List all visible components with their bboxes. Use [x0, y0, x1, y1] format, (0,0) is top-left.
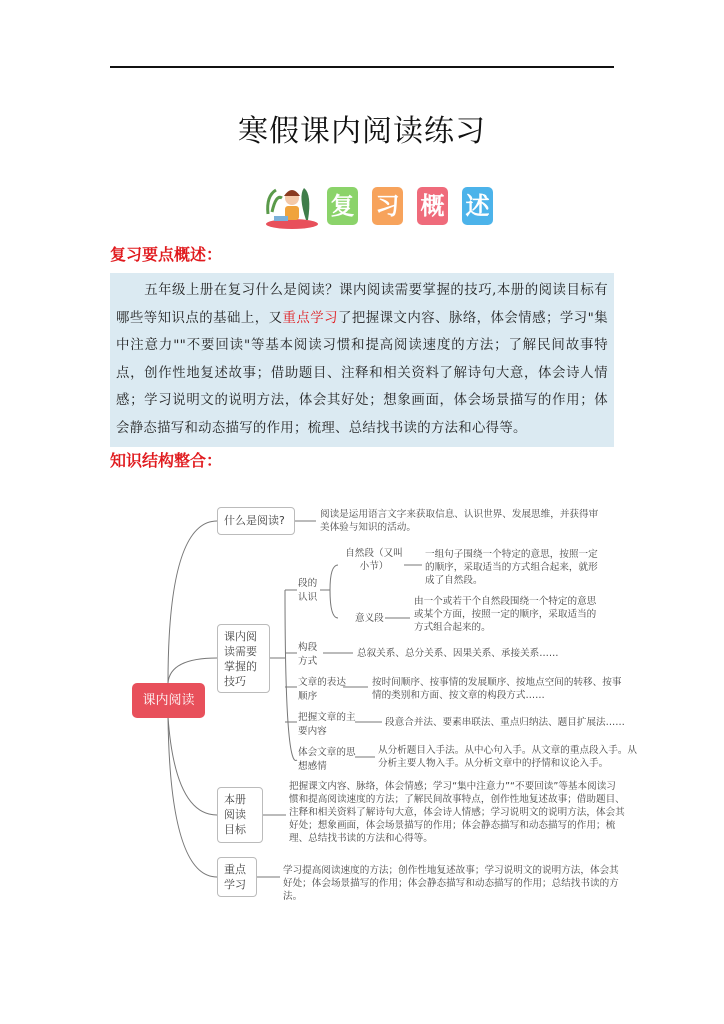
node-natural-paragraph: 自然段（又叫小节） — [345, 548, 403, 572]
mindmap-root: 课内阅读 — [132, 683, 205, 718]
desc-main-content: 段意合并法、要素串联法、重点归纳法、题目扩展法…… — [385, 717, 625, 728]
desc-feeling: 从分析题目入手法。从中心句入手。从文章的重点段入手。从分析主要人物入手。从分析文章中的抒情和议论入手。 — [378, 745, 638, 769]
node-meaning-paragraph: 意义段 — [355, 613, 384, 624]
banner-tile-fu: 复 — [327, 187, 358, 225]
node-focus: 重点学习 — [217, 857, 257, 897]
summary-text: 五年级上册在复习什么是阅读？课内阅读需要掌握的技巧,本册的阅读目标有哪些等知识点的基础上，又 — [116, 283, 608, 326]
desc-what-is-reading: 阅读是运用语言文字来获取信息、认识世界、发展思维，并获得审美体验与知识的活动。 — [320, 509, 599, 533]
node-what-is-reading: 什么是阅读? — [217, 507, 295, 535]
node-structure: 构段方式 — [298, 642, 318, 667]
summary-text-cont: 了把握课文内容、脉络，体会情感；学习"集中注意力""不要回读"等基本阅读习惯和提高阅读速度的方法；了解民间故事特点，创作性地复述故事；借助题目、注释和相关资料了解诗句大意，体会诗人情感；学习说明文的说明方法，体会其好处；想象画面，体会场景描写的作用；体会静态描写和动态描写的作用；梳理、总结找书读的方法和心得等。 — [116, 310, 608, 436]
desc-structure: 总叙关系、总分关系、因果关系、承接关系…… — [357, 648, 559, 659]
node-main-content: 把握文章的主要内容 — [298, 712, 356, 737]
node-feeling: 体会文章的思想感情 — [298, 747, 356, 772]
node-goal: 本册阅读目标 — [217, 787, 263, 843]
banner-tile-gai: 概 — [417, 187, 448, 225]
section-heading-structure: 知识结构整合： — [110, 451, 223, 470]
page-title: 寒假课内阅读练习 — [238, 114, 486, 149]
desc-goal: 把握课文内容、脉络，体会情感；学习“集中注意力”“不要回读”等基本阅读习惯和提高阅读速度的方法；了解民间故事特点，创作性地复述故事；借助题目、注释和相关资料了解诗句大意，体会诗人情感；学习说明文的说明方法，体会其好处；想象画面，体会场景描写的作用；体会静态描写和动态描写的作用；梳理、总结找书读的方法和心得等。 — [289, 781, 625, 844]
desc-order: 按时间顺序、按事情的发展顺序、按地点空间的转移、按事情的类别和方面、按文章的构段方式…… — [372, 677, 622, 701]
node-paragraph: 段的认识 — [298, 578, 318, 603]
banner-tile-shu: 述 — [462, 187, 493, 225]
banner-tile-xi: 习 — [372, 187, 403, 225]
node-order: 文章的表达顺序 — [298, 677, 346, 702]
desc-natural-paragraph: 一组句子围绕一个特定的意思，按照一定的顺序，采取适当的方式组合起来，就形成了自然段。 — [425, 549, 598, 586]
desc-meaning-paragraph: 由一个或若干个自然段围绕一个特定的意思或某个方面，按照一定的顺序，采取适当的方式组合起来的。 — [414, 596, 597, 633]
node-skills: 课内阅读需要掌握的技巧 — [217, 624, 270, 693]
summary-highlight: 重点学习 — [282, 310, 338, 326]
desc-focus: 学习提高阅读速度的方法；创作性地复述故事；学习说明文的说明方法，体会其好处；体会场景描写的作用；体会静态描写和动态描写的作用；总结找书读的方法。 — [283, 865, 619, 902]
section-heading-review: 复习要点概述： — [110, 245, 223, 264]
